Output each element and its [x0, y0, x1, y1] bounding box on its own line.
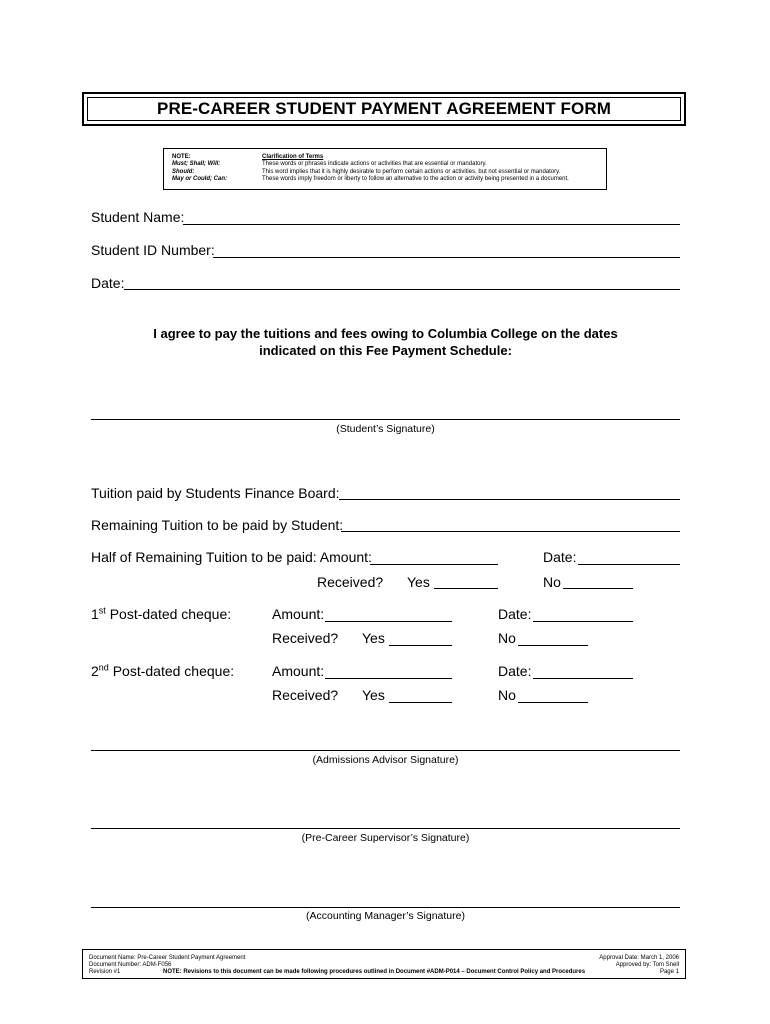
student-signature-caption: (Student’s Signature)	[336, 423, 435, 435]
first-amount-field[interactable]	[325, 621, 452, 622]
first-date-field[interactable]	[533, 621, 633, 622]
half-no-field[interactable]	[563, 588, 633, 589]
footer-doc-name: Document Name: Pre-Career Student Payment Agreement	[89, 955, 246, 961]
accounting-signature-field[interactable]	[91, 907, 680, 908]
half-amount-field[interactable]	[370, 564, 498, 565]
note-definition: These words imply freedom or liberty to follow an alternative to the action or activity being presented in a document.	[262, 176, 569, 183]
footer-note: NOTE: Revisions to this document can be made following procedures outlined in Document #ADM-P014 – Document Control Policy and Procedures	[163, 969, 586, 975]
student-name-field[interactable]	[183, 224, 680, 225]
second-no-label: No	[498, 687, 516, 703]
footer-revision: Revision #1	[89, 969, 121, 975]
note-terms-column	[172, 154, 227, 184]
first-cheque-number: 1	[91, 606, 99, 622]
note-term: Should:	[172, 168, 195, 175]
second-cheque-ordinal: nd	[98, 662, 109, 673]
tuition-sfb-label: Tuition paid by Students Finance Board:	[91, 485, 340, 501]
note-definition: These words or phrases indicate actions or activities that are essential or mandatory.	[262, 161, 487, 168]
first-cheque-ordinal: st	[98, 605, 106, 616]
footer-page: Page 1	[659, 969, 679, 975]
second-cheque-text: Post-dated cheque:	[108, 663, 235, 679]
first-date-label: Date:	[498, 606, 532, 622]
first-received-label: Received?	[272, 630, 339, 646]
half-amount-label: Half of Remaining Tuition to be paid: Amount:	[91, 549, 372, 565]
first-cheque-label	[91, 606, 231, 622]
student-signature-field[interactable]	[91, 419, 680, 420]
second-cheque-label	[91, 663, 234, 679]
first-no-label: No	[498, 630, 516, 646]
footer-right	[599, 955, 679, 976]
remaining-tuition-label: Remaining Tuition to be paid by Student:	[91, 517, 344, 533]
date-label: Date:	[91, 275, 125, 291]
admissions-signature-field[interactable]	[91, 750, 680, 751]
date-field[interactable]	[124, 289, 680, 290]
note-term: Must; Shall; Will:	[172, 161, 221, 168]
accounting-signature-caption: (Accounting Manager’s Signature)	[306, 910, 465, 922]
footer-approval-date: Approval Date: March 1, 2006	[599, 955, 679, 961]
second-amount-label: Amount:	[272, 663, 325, 679]
first-amount-label: Amount:	[272, 606, 325, 622]
clarification-heading: Clarification of Terms	[262, 154, 324, 160]
second-date-label: Date:	[498, 663, 532, 679]
student-id-label: Student ID Number:	[91, 242, 215, 258]
note-term: May or Could; Can:	[172, 176, 227, 183]
first-cheque-text: Post-dated cheque:	[105, 606, 232, 622]
remaining-tuition-field[interactable]	[341, 531, 680, 532]
agreement-line-2: indicated on this Fee Payment Schedule:	[259, 343, 512, 358]
page-title: PRE-CAREER STUDENT PAYMENT AGREEMENT FORM	[157, 99, 611, 118]
agreement-statement	[91, 325, 680, 359]
tuition-sfb-field[interactable]	[339, 499, 680, 500]
first-yes-field[interactable]	[389, 645, 452, 646]
second-amount-field[interactable]	[325, 678, 452, 679]
first-no-field[interactable]	[518, 645, 588, 646]
supervisor-signature-caption: (Pre-Career Supervisor’s Signature)	[301, 832, 470, 844]
second-date-field[interactable]	[533, 678, 633, 679]
student-name-label: Student Name:	[91, 209, 185, 225]
half-received-label: Received?	[317, 574, 384, 590]
second-no-field[interactable]	[518, 702, 588, 703]
footer-approved-by: Approved by: Tom Snell	[615, 962, 679, 968]
half-date-field[interactable]	[578, 564, 680, 565]
agreement-line-1: I agree to pay the tuitions and fees owing to Columbia College on the dates	[153, 326, 618, 341]
second-received-label: Received?	[272, 687, 339, 703]
note-definition: This word implies that it is highly desirable to perform certain actions or activities, but not essential or mandatory.	[262, 168, 561, 175]
half-no-label: No	[543, 574, 561, 590]
footer-doc-number: Document Number: ADM-F056	[89, 962, 172, 968]
half-yes-label: Yes	[407, 574, 430, 590]
first-yes-label: Yes	[362, 630, 385, 646]
half-yes-field[interactable]	[434, 588, 498, 589]
second-cheque-number: 2	[91, 663, 99, 679]
admissions-signature-caption: (Admissions Advisor Signature)	[312, 754, 459, 766]
note-definitions-column	[262, 154, 569, 184]
second-yes-label: Yes	[362, 687, 385, 703]
supervisor-signature-field[interactable]	[91, 828, 680, 829]
title-box	[82, 92, 686, 126]
terms-note-box	[163, 148, 607, 190]
half-date-label: Date:	[543, 549, 577, 565]
note-heading: NOTE:	[172, 154, 191, 160]
document-footer	[82, 949, 686, 979]
student-id-field[interactable]	[213, 257, 680, 258]
second-yes-field[interactable]	[389, 702, 452, 703]
